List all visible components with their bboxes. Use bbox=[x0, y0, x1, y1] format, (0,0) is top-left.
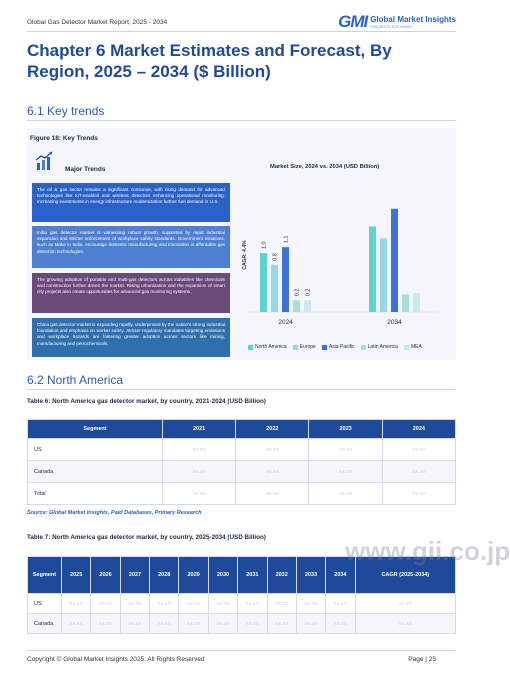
table-cell: XX.XX bbox=[162, 439, 235, 461]
column-header: 2030 bbox=[208, 557, 237, 594]
table7 bbox=[27, 556, 456, 634]
bar-north-america-2024 bbox=[260, 253, 267, 312]
table-cell: XX.XX bbox=[162, 483, 235, 505]
bar-latin-america-2024 bbox=[293, 300, 300, 312]
row-label: US bbox=[28, 439, 163, 461]
bar-asia-pacific-2024 bbox=[282, 247, 289, 312]
legend-item bbox=[361, 344, 398, 350]
legend-swatch bbox=[293, 345, 298, 350]
table-cell: XX.XX bbox=[236, 461, 309, 483]
legend-label: MEA bbox=[410, 344, 422, 350]
table-cell: XX.XX bbox=[355, 614, 455, 634]
table-cell: XX.XX bbox=[309, 439, 382, 461]
column-header: 2021 bbox=[162, 420, 235, 439]
table-cell: XX.XX bbox=[382, 483, 455, 505]
footer-divider bbox=[27, 650, 456, 651]
table-cell: XX.XX bbox=[355, 594, 455, 614]
bar-mea-2024 bbox=[304, 300, 311, 312]
bar-mea-2034 bbox=[413, 293, 420, 312]
logo-name: Global Market Insights bbox=[370, 15, 456, 24]
legend-label: Europe bbox=[299, 344, 316, 350]
data-label: 0.2 bbox=[294, 288, 301, 297]
bar-asia-pacific-2034 bbox=[391, 209, 398, 312]
table6-caption: Table 6: North America gas detector market, by country, 2021-2024 (USD Billion) bbox=[27, 398, 266, 405]
table-cell: XX.XX bbox=[267, 614, 296, 634]
legend-item bbox=[404, 344, 422, 350]
table6 bbox=[27, 419, 456, 505]
table-cell: XX.XX bbox=[208, 594, 237, 614]
major-trends-label: Major Trends bbox=[65, 166, 106, 173]
section-heading-key-trends: 6.1 Key trends bbox=[27, 104, 105, 118]
legend-label: North America bbox=[255, 344, 287, 350]
legend-item bbox=[322, 344, 355, 350]
table-cell: XX.XX bbox=[62, 594, 91, 614]
table-cell: XX.XX bbox=[120, 614, 149, 634]
legend-item bbox=[248, 344, 287, 350]
column-header: 2034 bbox=[326, 557, 355, 594]
table-cell: XX.XX bbox=[236, 483, 309, 505]
table-cell: XX.XX bbox=[150, 614, 179, 634]
column-header: 2032 bbox=[267, 557, 296, 594]
market-size-bar-chart bbox=[238, 175, 448, 340]
chart-title: Market Size, 2024 vs. 2034 (USD Billion) bbox=[270, 164, 380, 170]
data-label: 0.2 bbox=[305, 288, 312, 297]
data-label: 0.8 bbox=[272, 253, 279, 261]
figure-title: Figure 18: Key Trends bbox=[30, 135, 98, 142]
table-cell: XX.XX bbox=[309, 461, 382, 483]
legend-swatch bbox=[322, 345, 327, 350]
table-cell: XX.XX bbox=[326, 594, 355, 614]
column-header: Segment bbox=[28, 557, 62, 594]
data-label: 1.0 bbox=[261, 241, 268, 250]
cagr-annotation: CAGR: 4.4% bbox=[242, 240, 248, 270]
bar-latin-america-2034 bbox=[402, 294, 409, 312]
table-cell: XX.XX bbox=[120, 594, 149, 614]
column-header: 2031 bbox=[238, 557, 267, 594]
table-cell: XX.XX bbox=[238, 594, 267, 614]
bar-north-america-2034 bbox=[369, 227, 376, 312]
table-cell: XX.XX bbox=[91, 594, 120, 614]
column-header: 2022 bbox=[236, 420, 309, 439]
table-cell: XX.XX bbox=[162, 461, 235, 483]
row-label: US bbox=[28, 594, 62, 614]
table-cell: XX.XX bbox=[309, 483, 382, 505]
table-cell: XX.XX bbox=[179, 614, 208, 634]
column-header: 2024 bbox=[382, 420, 455, 439]
column-header: 2028 bbox=[150, 557, 179, 594]
header-divider bbox=[27, 31, 456, 32]
x-tick-label: 2024 bbox=[278, 319, 293, 326]
table-row bbox=[28, 483, 456, 505]
x-tick-label: 2034 bbox=[387, 319, 402, 326]
report-title: Global Gas Detector Market Report, 2025 - 2034 bbox=[27, 19, 168, 26]
trend-card: The oil & gas sector remains a significant consumer, with rising demand for advanced technologies like IoT-enabled and wireless detectors enhancing operational monitoring. Increasing investments in energy infrastructure modernization further fuel demand in U.S. bbox=[32, 183, 230, 222]
table-cell: XX.XX bbox=[382, 439, 455, 461]
column-header: 2023 bbox=[309, 420, 382, 439]
table-row bbox=[28, 461, 456, 483]
section-divider bbox=[27, 120, 456, 121]
table-cell: XX.XX bbox=[179, 594, 208, 614]
table-cell: XX.XX bbox=[208, 614, 237, 634]
table-row bbox=[28, 439, 456, 461]
table-row bbox=[28, 614, 456, 634]
column-header: Segment bbox=[28, 420, 163, 439]
column-header: 2027 bbox=[120, 557, 149, 594]
row-label: Total bbox=[28, 483, 163, 505]
column-header: 2026 bbox=[91, 557, 120, 594]
legend-swatch bbox=[361, 345, 366, 350]
chart-trend-icon bbox=[35, 150, 55, 172]
data-label: 1.1 bbox=[283, 235, 290, 244]
row-label: Canada bbox=[28, 461, 163, 483]
column-header: 2025 bbox=[62, 557, 91, 594]
chart-legend bbox=[248, 344, 422, 350]
table-cell: XX.XX bbox=[296, 614, 325, 634]
table-row bbox=[28, 594, 456, 614]
table-cell: XX.XX bbox=[382, 461, 455, 483]
column-header: 2033 bbox=[296, 557, 325, 594]
legend-label: Asia Pacific bbox=[328, 344, 355, 350]
table-cell: XX.XX bbox=[91, 614, 120, 634]
trend-card: China gas detector market is expanding rapidly, underpinned by the nation's strong industrial foundation and emphasis on worker safety. Stricter regulatory mandates targeting emissions and workplace hazards are fostering greater adoption across sectors like mining, manufacturing and petrochemicals. bbox=[32, 318, 230, 357]
column-header: CAGR (2025-2034) bbox=[355, 557, 455, 594]
table-cell: XX.XX bbox=[236, 439, 309, 461]
logo-tagline: Insights to Innovation bbox=[370, 24, 413, 29]
gmi-logo bbox=[338, 12, 456, 32]
section-heading-north-america: 6.2 North America bbox=[27, 373, 124, 387]
chapter-title: Chapter 6 Market Estimates and Forecast, By Region, 2025 – 2034 ($ Billion) bbox=[27, 41, 392, 81]
trend-card: The growing adoption of portable and multi-gas detectors across industries like chemicals and construction further drives the market. Rising urbanization and the expansion of smart city projects also create opportunities for advanced gas monitoring systems. bbox=[32, 273, 230, 313]
footer-copyright: Copyright © Global Market Insights 2025. All Rights Reserved bbox=[27, 656, 205, 663]
table-cell: XX.XX bbox=[296, 594, 325, 614]
table-cell: XX.XX bbox=[62, 614, 91, 634]
legend-label: Latin America bbox=[367, 344, 398, 350]
legend-item bbox=[293, 344, 316, 350]
table-cell: XX.XX bbox=[150, 594, 179, 614]
trend-card: India gas detector market is witnessing robust growth, supported by rapid industrial expansion and stricter enforcement of workplace safety standards. Government initiatives, such as Make in India, encourage domestic manufacturing and innovation in affordable gas detection technologies. bbox=[32, 226, 230, 268]
watermark: www.gii.co.jp bbox=[345, 536, 510, 566]
bar-europe-2034 bbox=[380, 238, 387, 312]
bar-europe-2024 bbox=[271, 265, 278, 312]
logo-mark: GMI bbox=[338, 12, 368, 31]
table7-caption: Table 7: North America gas detector market, by country, 2025-2034 (USD Billion) bbox=[27, 534, 266, 541]
footer-page-number: Page | 25 bbox=[408, 656, 436, 663]
row-label: Canada bbox=[28, 614, 62, 634]
table-cell: XX.XX bbox=[238, 614, 267, 634]
table-cell: XX.XX bbox=[267, 594, 296, 614]
source-note: Source: Global Market Insights, Paid Databases, Primary Research bbox=[27, 510, 202, 516]
section-divider bbox=[27, 389, 456, 390]
legend-swatch bbox=[248, 345, 253, 350]
legend-swatch bbox=[404, 345, 409, 350]
column-header: 2029 bbox=[179, 557, 208, 594]
table-cell: XX.XX bbox=[326, 614, 355, 634]
